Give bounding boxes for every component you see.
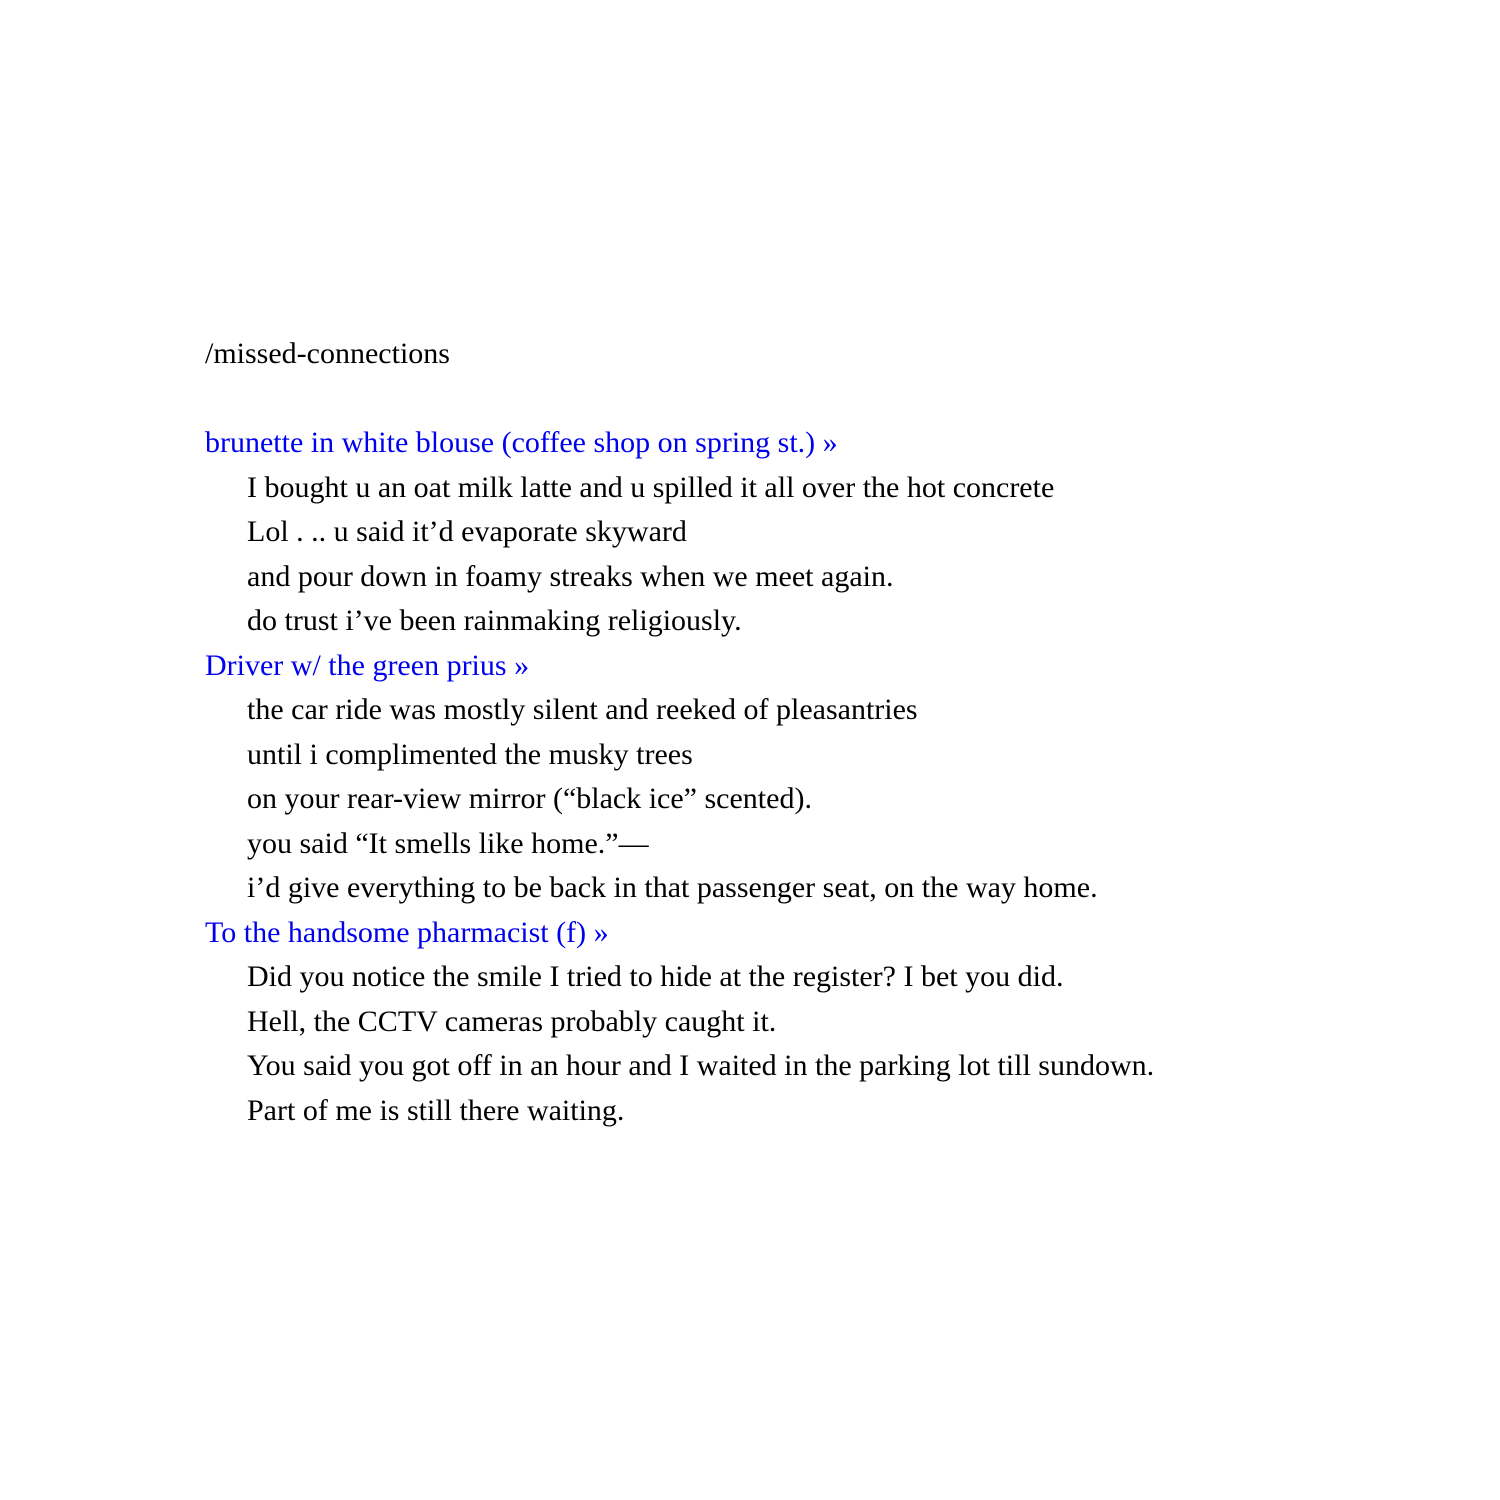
post-line: i’d give everything to be back in that passenger seat, on the way home. [247,871,1098,904]
post-line: do trust i’ve been rainmaking religiously. [247,604,742,637]
post-list [205,421,1405,1133]
post-line: the car ride was mostly silent and reeked of pleasantries [247,693,918,726]
post-line: until i complimented the musky trees [247,737,693,771]
post-line: you said “It smells like home.”— [247,826,649,860]
post-body [205,688,1405,911]
post-line: You said you got off in an hour and I waited in the parking lot till sundown. [247,1049,1155,1082]
post-body [205,955,1405,1133]
page-content [205,334,1405,1133]
post-line: Did you notice the smile I tried to hide at the register? I bet you did. [247,960,1064,993]
post-line: and pour down in foamy streaks when we meet again. [247,559,894,593]
post-line: I bought u an oat milk latte and u spilled it all over the hot concrete [247,470,1055,504]
post-line: Lol . .. u said it’d evaporate skyward [247,515,687,548]
post-line: Part of me is still there waiting. [247,1093,625,1127]
post-line: on your rear-view mirror (“black ice” scented). [247,782,812,815]
page-title: /missed-connections [205,337,450,370]
post-line: Hell, the CCTV cameras probably caught it. [247,1004,777,1038]
post-body [205,466,1405,644]
post-link-brunette[interactable]: brunette in white blouse (coffee shop on spring st.) » [205,426,838,459]
post-link-pharmacist[interactable]: To the handsome pharmacist (f) » [205,915,609,949]
post-item [205,421,1405,644]
post-item [205,644,1405,911]
post-item [205,911,1405,1134]
post-link-driver[interactable]: Driver w/ the green prius » [205,648,530,682]
